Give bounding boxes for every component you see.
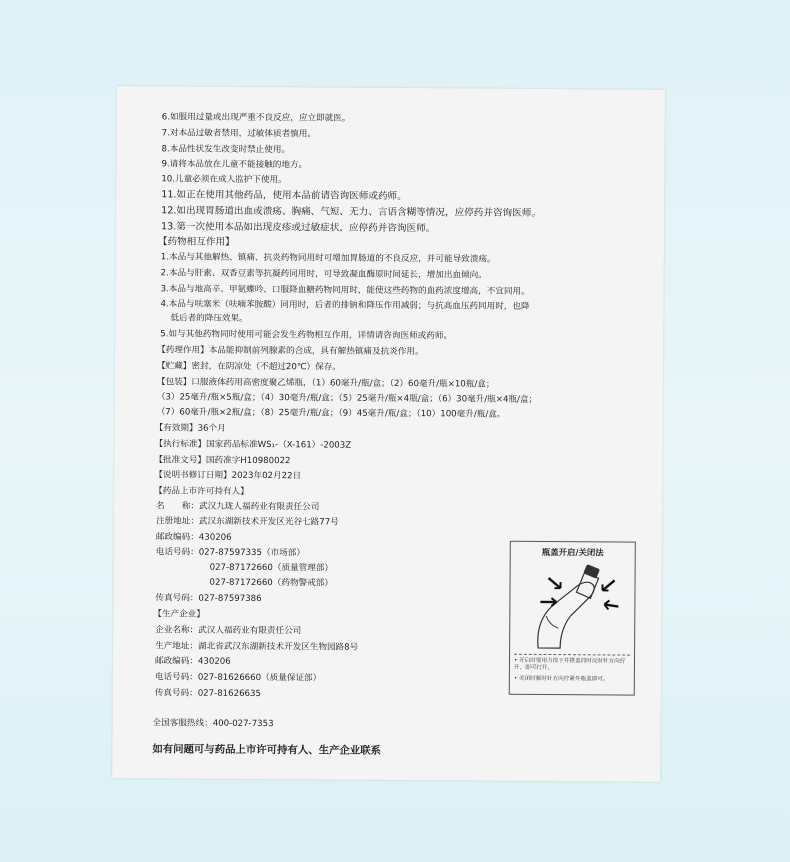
holder-phone: 027-87172660（药物警戒部） xyxy=(209,577,333,589)
text-line: 13.第一次使用本品如出现皮疹或过敏症状，应停药并咨询医师。 xyxy=(160,221,436,235)
text-line: 4.本品与呋塞米（呋喃苯胺酸）同用时，后者的排钠和降压作用减弱；与抗高血压药同用时，也降 xyxy=(160,299,530,312)
text-line: 低后者的降压效果。 xyxy=(170,313,248,324)
section-pharmacology: 【药理作用】本品能抑制前列腺素的合成，具有解热镇痛及抗炎作用。 xyxy=(157,345,424,358)
section-approval: 【批准文号】国药准字H10980022 xyxy=(154,455,291,467)
manufacturer-phone: 电话号码：027-81626660（质量保证部） xyxy=(154,672,322,684)
holder-phone: 027-87172660（质量管理部） xyxy=(209,562,334,574)
holder-postcode: 邮政编码：430206 xyxy=(155,532,232,543)
text-line: 2.本品与肝素、双香豆素等抗凝药同用时，可导致凝血酶原时间延长，增加出血倾向。 xyxy=(160,268,487,281)
text-line: 6.如服用过量或出现严重不良反应，应立即就医。 xyxy=(161,112,351,124)
manufacturer-name: 企业名称：武汉人福药业有限责任公司 xyxy=(155,625,302,637)
manufacturer-address: 生产地址：湖北省武汉东湖新技术开发区生物园路8号 xyxy=(155,641,359,653)
section-heading-interactions: 【药物相互作用】 xyxy=(157,236,235,248)
cap-instructions-title: 瓶盖开启/关闭法 xyxy=(541,546,604,558)
section-revision-date: 【说明书修订日期】2023年02月22日 xyxy=(154,470,302,482)
text-line: 5.如与其他药物同时使用可能会发生药物相互作用，详情请咨询医师或药师。 xyxy=(160,329,453,342)
text-line: 1.本品与其他解热、镇痛、抗炎药物同用时可增加胃肠道的不良反应，并可能导致溃疡。 xyxy=(160,252,496,265)
cap-instructions-box xyxy=(509,541,636,696)
holder-name: 名 称：武汉九珑人福药业有限责任公司 xyxy=(156,501,320,513)
leaflet-sheet xyxy=(112,86,665,782)
text-line: （3）25毫升/瓶×5瓶/盒；（4）30毫升/瓶/盒；（5）25毫升/瓶×4瓶/盒；（6）30毫升/瓶×4瓶/盒； xyxy=(156,392,538,405)
text-line: （7）60毫升/瓶×2瓶/盒；（8）25毫升/瓶/盒；（9）45毫升/瓶/盒；（10）100毫升/瓶/盒。 xyxy=(156,407,506,420)
cap-close-note: • 关闭时顺时针方向拧紧外瓶盖即可。 xyxy=(513,675,609,683)
holder-address: 注册地址：武汉东湖新技术开发区光谷七路77号 xyxy=(155,516,339,528)
text-line: 10.儿童必须在成人监护下使用。 xyxy=(161,174,287,186)
manufacturer-postcode: 邮政编码：430206 xyxy=(154,656,231,667)
section-standard: 【执行标准】国家药品标准WS₁-（X-161）-2003Z xyxy=(154,439,352,451)
text-line: 11.如正在使用其他药品，使用本品前请咨询医师或药师。 xyxy=(161,189,407,203)
section-holder: 【药品上市许可持有人】 xyxy=(154,486,249,497)
section-package: 【包装】口服液体药用高密度聚乙烯瓶，（1）60毫升/瓶/盒；（2）60毫升/瓶×10瓶/盒； xyxy=(156,377,495,390)
holder-phone: 电话号码：027-87597335（市场部） xyxy=(155,547,305,559)
text-line: 12.如出现胃肠道出血或溃疡、胸痛、气短、无力、言语含糊等情况，应停药并咨询医师。 xyxy=(161,205,541,219)
holder-fax: 传真号码：027-87597386 xyxy=(155,593,262,605)
section-manufacturer: 【生产企业】 xyxy=(153,609,205,620)
cap-open-note: • 开启时要用力按下并推盖同时反时针方向拧开，即可打开。 xyxy=(513,657,626,672)
hotline: 全国客服热线：400-027-7353 xyxy=(152,718,274,730)
contact-notice: 如有问题可与药品上市许可持有人、生产企业联系 xyxy=(152,743,382,757)
box-divider xyxy=(514,654,630,656)
text-line: 8.本品性状发生改变时禁止使用。 xyxy=(161,144,291,156)
section-expiry: 【有效期】36个月 xyxy=(154,423,226,434)
hand-bottle-illustration-icon xyxy=(518,558,627,653)
text-line: 3.本品与地高辛、甲氨蝶呤、口服降血糖药物同用时，能使这些药物的血药浓度增高，不宜同用。 xyxy=(160,284,530,297)
section-storage: 【贮藏】密封，在阴凉处（不超过20℃）保存。 xyxy=(157,361,341,373)
text-line: 7.对本品过敏者禁用，过敏体质者慎用。 xyxy=(161,128,316,140)
text-line: 9.请将本品放在儿童不能接触的地方。 xyxy=(161,159,308,171)
manufacturer-fax: 传真号码：027-81626635 xyxy=(154,688,262,700)
